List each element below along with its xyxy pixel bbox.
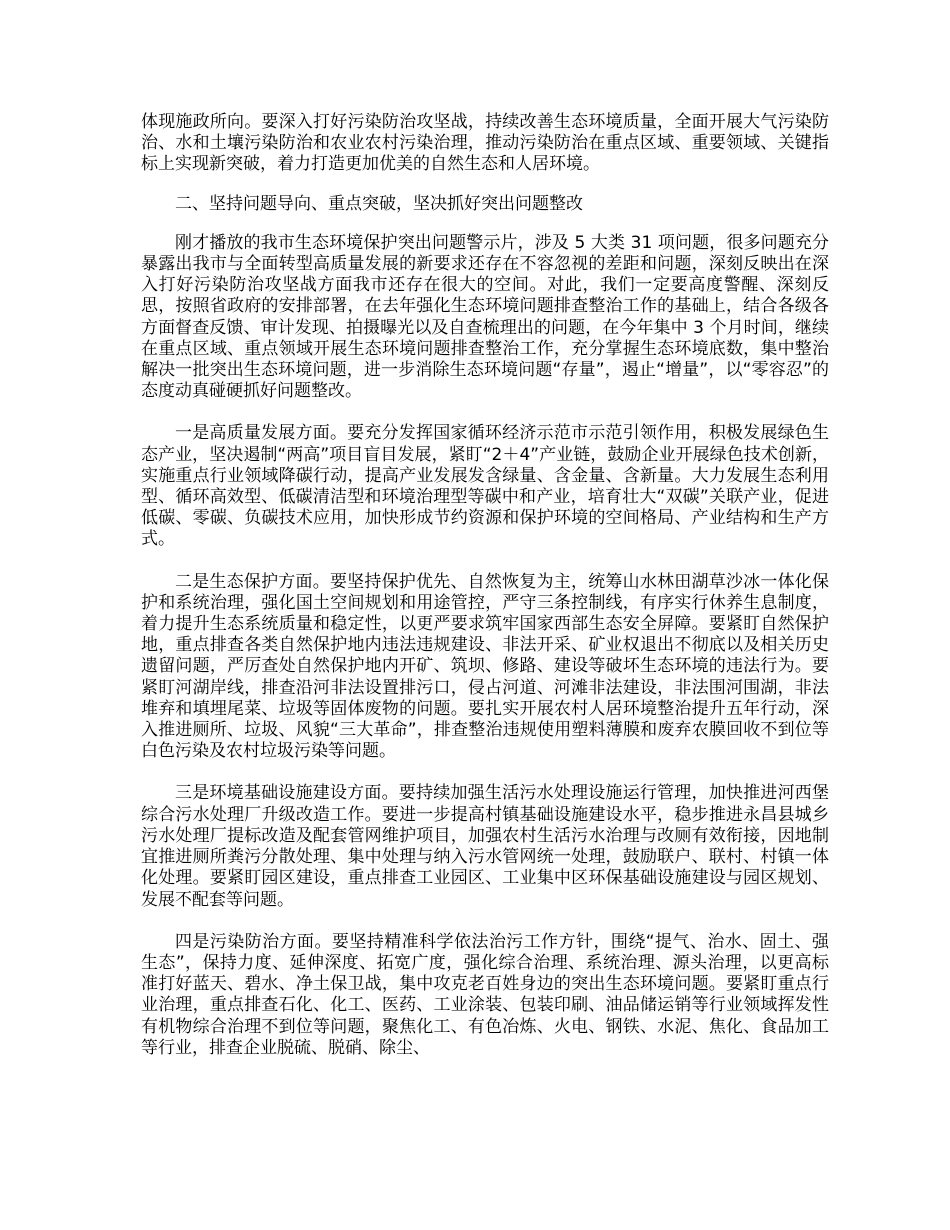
paragraph: 刚才播放的我市生态环境保护突出问题警示片，涉及 5 大类 31 项问题，很多问题充分暴露出我市与全面转型高质量发展的新要求还存在不容忽视的差距和问题，深刻反映出在深入打好污染防治攻坚战方面我市还存在很大的空间。对此，我们一定要高度警醒、深刻反思，按照省政府的安排部署，在去年强化生态环境问题排查整治工作的基础上，结合各级各方面督查反馈、审计发现、拍摄曝光以及自查梳理出的问题，在今年集中 3 个月时间，继续在重点区域、重点领域开展生态环境问题排查整治工作，充分掌握生态环境底数，集中整治解决一批突出生态环境问题，进一步消除生态环境问题“存量”，遏止“增量”，以“零容忍”的态度动真碰硬抓好问题整改。: [141, 232, 829, 402]
paragraph: 四是污染防治方面。要坚持精准科学依法治污工作方针，围绕“提气、治水、固土、强生态”，保持力度、延伸深度、拓宽广度，强化综合治理、系统治理、源头治理，以更高标准打好蓝天、碧水、净土保卫战，集中攻克老百姓身边的突出生态环境问题。要紧盯重点行业治理，重点排查石化、化工、医药、工业涂装、包装印刷、油品储运销等行业领域挥发性有机物综合治理不到位等问题，聚焦化工、有色冶炼、火电、钢铁、水泥、焦化、食品加工等行业，排查企业脱硫、脱硝、除尘、: [141, 931, 829, 1058]
paragraph: 一是高质量发展方面。要充分发挥国家循环经济示范市示范引领作用，积极发展绿色生态产业，坚决遏制“两高”项目盲目发展，紧盯“2＋4”产业链，鼓励企业开展绿色技术创新，实施重点行业领域降碳行动，提高产业发展发含绿量、含金量、含新量。大力发展生态利用型、循环高效型、低碳清洁型和环境治理型等碳中和产业，培育壮大“双碳”关联产业，促进低碳、零碳、负碳技术应用，加快形成节约资源和保护环境的空间格局、产业结构和生产方式。: [141, 423, 829, 550]
document-body: [141, 112, 829, 1059]
paragraph-continuation: 体现施政所向。要深入打好污染防治攻坚战，持续改善生态环境质量，全面开展大气污染防治、水和土壤污染防治和农业农村污染治理，推动污染防治在重点区域、重要领域、关键指标上实现新突破，着力打造更加优美的自然生态和人居环境。: [141, 112, 829, 175]
paragraph: 三是环境基础设施建设方面。要持续加强生活污水处理设施运行管理，加快推进河西堡综合污水处理厂升级改造工作。要进一步提高村镇基础设施建设水平，稳步推进永昌县城乡污水处理厂提标改造及配套管网维护项目，加强农村生活污水治理与改厕有效衔接，因地制宜推进厕所粪污分散处理、集中处理与纳入污水管网统一处理，鼓励联户、联村、村镇一体化处理。要紧盯园区建设，重点排查工业园区、工业集中区环保基础设施建设与园区规划、发展不配套等问题。: [141, 783, 829, 910]
section-heading: 二、坚持问题导向、重点突破，坚决抓好突出问题整改: [175, 193, 583, 214]
paragraph: 二是生态保护方面。要坚持保护优先、自然恢复为主，统筹山水林田湖草沙冰一体化保护和系统治理，强化国土空间规划和用途管控，严守三条控制线，有序实行休养生息制度，着力提升生态系统质量和稳定性，以更严要求筑牢国家西部生态安全屏障。要紧盯自然保护地，重点排查各类自然保护地内违法违规建设、非法开采、矿业权退出不彻底以及相关历史遗留问题，严厉查处自然保护地内开矿、筑坝、修路、建设等破坏生态环境的违法行为。要紧盯河湖岸线，排查沿河非法设置排污口，侵占河道、河滩非法建设，非法围河围湖，非法堆弃和填埋尾菜、垃圾等固体废物的问题。要扎实开展农村人居环境整治提升五年行动，深入推进厕所、垃圾、风貌“三大革命”，排查整治违规使用塑料薄膜和废弃农膜回收不到位等白色污染及农村垃圾污染等问题。: [141, 571, 829, 762]
